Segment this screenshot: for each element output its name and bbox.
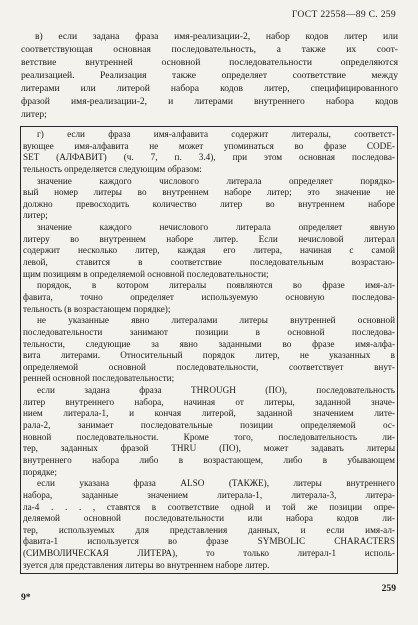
- text-line: щим позициям в определяемой основной последовательности;: [23, 268, 269, 279]
- intro-paragraph: [21, 30, 398, 121]
- text-line: порядок, в котором литералы появляются во фразе имя-ал-: [37, 280, 395, 291]
- text-line: левой, ставится в соответствие последовательным возрастаю-: [23, 257, 395, 268]
- text-line: определяемой основной последовательности, соответствует внут-: [23, 361, 395, 372]
- text-line: фавита-1 используется во фразе SYMBOLIC CHARACTERS: [23, 536, 395, 547]
- text-line: вый номер литеры во внутреннем наборе литер; это значение не: [23, 187, 395, 198]
- page-number: 259: [381, 583, 396, 594]
- signature-mark: 9*: [21, 592, 31, 603]
- text-line: тельность определяется следующим образом:: [23, 163, 202, 174]
- text-line: литеру во внутреннем наборе литер. Если нечисловой литерал: [23, 233, 395, 244]
- text-line: значение каждого нечислового литерала определяет явную: [37, 222, 395, 233]
- text-line: порядке;: [23, 466, 57, 477]
- text-line: г) если фраза имя-алфавита содержит литералы, соответст-: [37, 129, 395, 139]
- text-line: если указана фраза ALSO (ТАКЖЕ), литеры внутреннего: [37, 478, 395, 489]
- text-line: тельности, следующие за явно заданными во фразе имя-алфа-: [23, 338, 395, 349]
- boxed-section-text: [23, 129, 395, 571]
- text-line: в) если задана фраза имя-реализации-2, набор кодов литер или: [35, 31, 398, 42]
- text-line: зуется для представления литеры во внутреннем наборе литер.: [23, 559, 270, 570]
- text-line: значение каждого числового литерала определяет порядко-: [37, 175, 395, 186]
- text-line: литер;: [23, 210, 48, 221]
- text-line: тер, используемых для представления данных, и если имя-ал-: [23, 524, 395, 535]
- text-line: тер, заданных фразой THRU (ПО), может задавать литеры: [23, 443, 395, 454]
- text-line: (СИМВОЛИЧЕСКАЯ ЛИТЕРА), то только литерал-1 исполь-: [23, 548, 395, 559]
- text-line: не указанные явно литералами литеры внутренней основной: [37, 315, 395, 326]
- text-line: ренней основной последовательности;: [23, 373, 175, 384]
- text-line: тельность (в возрастающем порядке);: [23, 303, 171, 314]
- text-line: вита литерами. Относительный порядок литер, не указанных в: [23, 350, 395, 361]
- running-header: ГОСТ 22558—89 С. 259: [291, 9, 396, 20]
- text-line: внутреннего набора либо в возрастающем, либо в убывающем: [23, 454, 395, 465]
- text-line: реализацией. Реализация также определяет соответствие между: [21, 70, 398, 81]
- text-line: литерами или литерой набора кодов литер, специфицированного: [21, 83, 398, 94]
- text-line: если задана фраза THROUGH (ПО), последовательность: [37, 385, 395, 396]
- text-line: должно превосходить количество литер во внутреннем наборе: [23, 198, 395, 209]
- text-line: последовательности занимают позиции в основной последова-: [23, 326, 395, 337]
- text-line: ветствие внутренней основной последовательности определяются: [21, 57, 398, 68]
- text-line: ла-4 . . . , ставятся в соответствие одной и той же позиции опре-: [23, 501, 395, 512]
- text-line: литер внутреннего набора, начиная от литеры, заданной значе-: [23, 396, 395, 407]
- text-line: фавита, точно определяет используемую основную последова-: [23, 291, 395, 302]
- text-line: литер;: [21, 109, 47, 120]
- text-line: рала-2, занимает последовательные позиции определяемой ос-: [23, 420, 395, 431]
- text-line: фразой имя-реализации-2, и литерами внутреннего набора кодов: [21, 96, 398, 107]
- text-line: деляемой основной последовательности или набора кодов ли-: [23, 513, 395, 524]
- text-line: содержит несколько литер, каждая его литера, начиная с самой: [23, 245, 395, 256]
- text-line: нием литерала-1, и кончая литерой, заданной значением лите-: [23, 408, 395, 419]
- text-line: набора, заданные значением литерала-1, литерала-3, литера-: [23, 489, 395, 500]
- text-line: новной последовательности. Кроме того, последовательность ли-: [23, 431, 395, 442]
- text-line: соответствующая основная последовательность, а также их соот-: [21, 44, 398, 55]
- text-line: вующее имя-алфавита не может упоминаться во фразе CODE-: [23, 140, 395, 151]
- text-line: SET (АЛФАВИТ) (ч. 7, п. 3.4), при этом основная последова-: [23, 152, 395, 163]
